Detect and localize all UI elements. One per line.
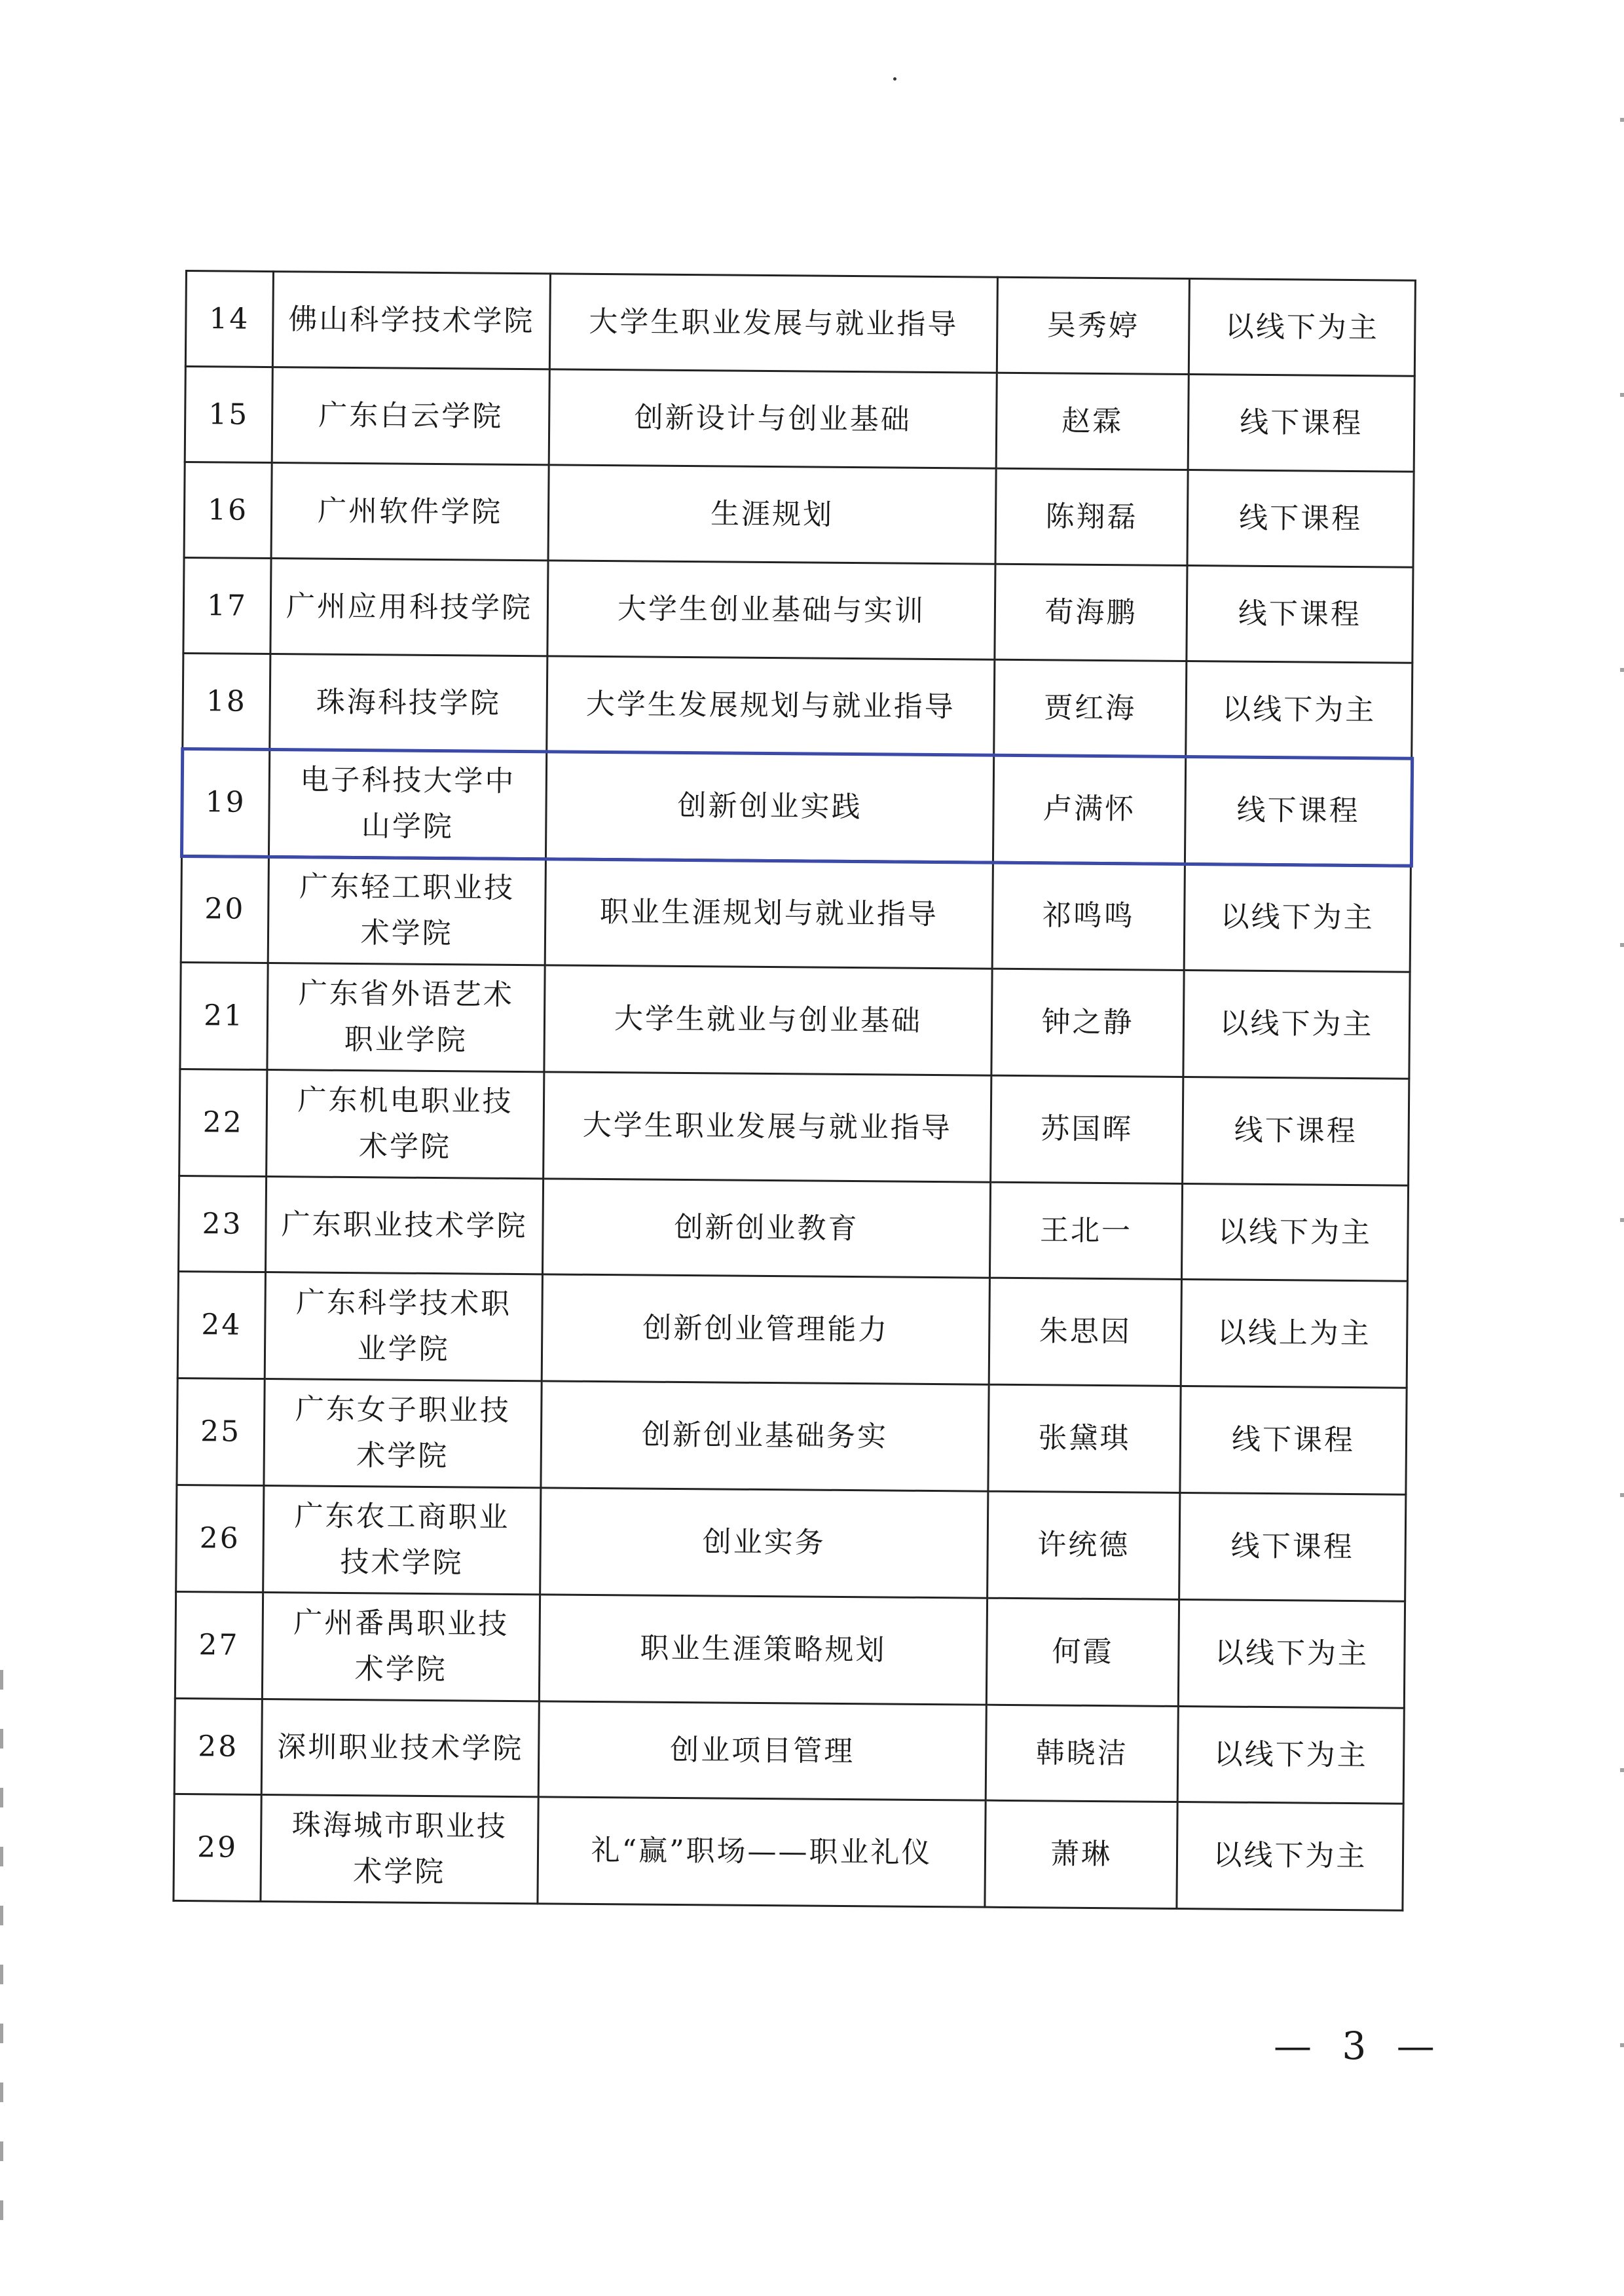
course-name: 大学生职业发展与就业指导 [544,1072,991,1182]
row-number: 15 [185,367,272,463]
course-name: 大学生发展规划与就业指导 [547,656,995,755]
teaching-mode: 以线下为主 [1189,279,1415,377]
school-name [267,963,545,1072]
school-name: 深圳职业技术学院 [261,1699,539,1796]
course-name: 生涯规划 [548,465,996,564]
teacher-name: 王北一 [989,1182,1182,1279]
table-row [184,462,1414,568]
school-name-line: 业学院 [357,1332,450,1367]
teaching-mode: 线下课程 [1187,470,1414,568]
course-name: 职业生涯规划与就业指导 [545,859,993,969]
teacher-name: 陈翔磊 [995,468,1188,565]
row-number: 22 [179,1069,267,1176]
school-name [268,750,546,859]
row-number: 29 [174,1794,261,1901]
course-name: 创新创业教育 [542,1179,990,1278]
school-name-line: 技术学院 [340,1545,464,1580]
course-name: 大学生创业基础与实训 [547,561,995,659]
course-name: 创新创业实践 [545,752,993,862]
table-row [185,367,1414,472]
scan-dot [893,77,896,81]
teaching-mode: 以线下为主 [1183,971,1410,1079]
row-number: 17 [183,557,271,654]
table-row [175,1591,1405,1708]
school-name-line: 广东女子职业技 [295,1392,511,1428]
course-name: 创新创业基础务实 [541,1381,989,1491]
school-name-line: 广东机电职业技 [297,1083,513,1119]
school-name-line: 广东农工商职业 [294,1499,510,1534]
school-name-line: 珠海城市职业技 [291,1808,508,1843]
row-number: 20 [181,855,268,963]
teaching-mode: 以线下为主 [1178,1599,1405,1708]
school-name [261,1794,538,1903]
row-number: 23 [178,1176,266,1272]
school-name-line: 广东省外语艺术 [298,976,515,1012]
row-number: 26 [176,1485,264,1592]
row-number: 18 [183,653,270,749]
school-name: 佛山科学技术学院 [272,272,550,369]
teacher-name: 荀海鹏 [995,564,1187,661]
table-row [183,653,1412,758]
course-name: 大学生就业与创业基础 [544,965,992,1075]
school-name-line: 广州番禺职业技 [293,1606,509,1641]
table-row [174,1698,1404,1804]
course-name: 大学生职业发展与就业指导 [549,274,997,373]
course-name: 创业项目管理 [538,1701,986,1800]
school-name-line: 术学院 [358,1130,452,1164]
teacher-name: 朱思因 [989,1278,1181,1386]
teaching-mode: 线下课程 [1180,1386,1407,1494]
teaching-mode: 以线下为主 [1186,661,1412,759]
row-number: 16 [184,462,272,559]
school-name: 珠海科技学院 [270,654,547,752]
course-name: 职业生涯策略规划 [539,1595,987,1705]
teaching-mode: 线下课程 [1188,375,1414,472]
teacher-name: 韩晓洁 [986,1705,1178,1802]
school-name: 广州应用科技学院 [270,559,548,656]
row-number: 28 [174,1698,262,1794]
table-row [180,962,1410,1079]
school-name-line: 职业学院 [344,1022,468,1058]
teacher-name: 张黛琪 [988,1384,1181,1492]
scan-edge-marks-left [0,1670,3,2259]
course-name: 创业实务 [540,1488,988,1598]
teaching-mode: 线下课程 [1183,1077,1409,1186]
table-row [176,1485,1406,1601]
teacher-name: 许统德 [987,1491,1180,1599]
school-name-line: 广东轻工职业技 [299,870,515,905]
teaching-mode: 以线下为主 [1184,864,1411,972]
school-name [263,1485,541,1594]
table-row [179,1069,1409,1185]
page-number: — 3 — [1274,2024,1444,2068]
teaching-mode: 以线下为主 [1177,1706,1404,1804]
school-name-line: 电子科技大学中 [300,763,516,798]
school-name-line: 山学院 [361,809,454,844]
course-name: 创新创业管理能力 [542,1274,989,1384]
table-row [177,1271,1407,1388]
table-row [174,1794,1403,1910]
row-number: 14 [185,271,273,367]
teaching-mode: 线下课程 [1187,566,1413,663]
teacher-name: 贾红海 [994,659,1187,756]
table-row [185,271,1415,377]
course-name: 创新设计与创业基础 [549,369,997,468]
school-name-line: 广东科学技术职 [295,1286,512,1321]
teacher-name: 赵霖 [996,373,1189,470]
teacher-name: 萧琳 [985,1800,1177,1908]
school-name [262,1592,540,1701]
teacher-name: 何霞 [986,1598,1179,1706]
school-name-line: 术学院 [354,1652,447,1687]
row-number: 21 [180,962,268,1069]
course-table [172,270,1416,1912]
row-number: 25 [177,1378,265,1485]
school-name-line: 术学院 [360,916,453,951]
scan-edge-marks [1620,0,1624,2296]
row-number: 27 [175,1591,263,1699]
school-name [268,857,545,965]
teaching-mode: 以线下为主 [1177,1802,1403,1910]
school-name-line: 术学院 [353,1855,446,1889]
school-name [264,1379,542,1488]
school-name: 广州软件学院 [271,463,549,561]
teaching-mode: 以线下为主 [1181,1184,1408,1282]
table-row [183,557,1413,663]
school-name: 广东白云学院 [272,367,549,465]
table-row [178,1176,1408,1281]
teacher-name: 钟之静 [991,969,1184,1077]
teaching-mode: 线下课程 [1179,1492,1406,1601]
teacher-name: 苏国晖 [991,1075,1183,1183]
school-name [265,1272,542,1381]
row-number: 19 [181,749,269,856]
teacher-name: 祁鸣鸣 [992,862,1185,970]
teacher-name: 卢满怀 [993,755,1185,863]
table-row-highlighted [181,749,1411,865]
row-number: 24 [177,1271,265,1379]
table-row [177,1378,1407,1494]
course-name: 礼“赢”职场——职业礼仪 [538,1797,986,1907]
course-table-body [174,271,1415,1911]
school-name [267,1070,544,1179]
school-name: 广东职业技术学院 [265,1177,543,1274]
table-row [181,855,1411,972]
teacher-name: 吴秀婷 [997,277,1189,374]
teaching-mode: 以线上为主 [1181,1279,1407,1388]
school-name-line: 术学院 [356,1439,449,1473]
teaching-mode: 线下课程 [1185,757,1411,866]
